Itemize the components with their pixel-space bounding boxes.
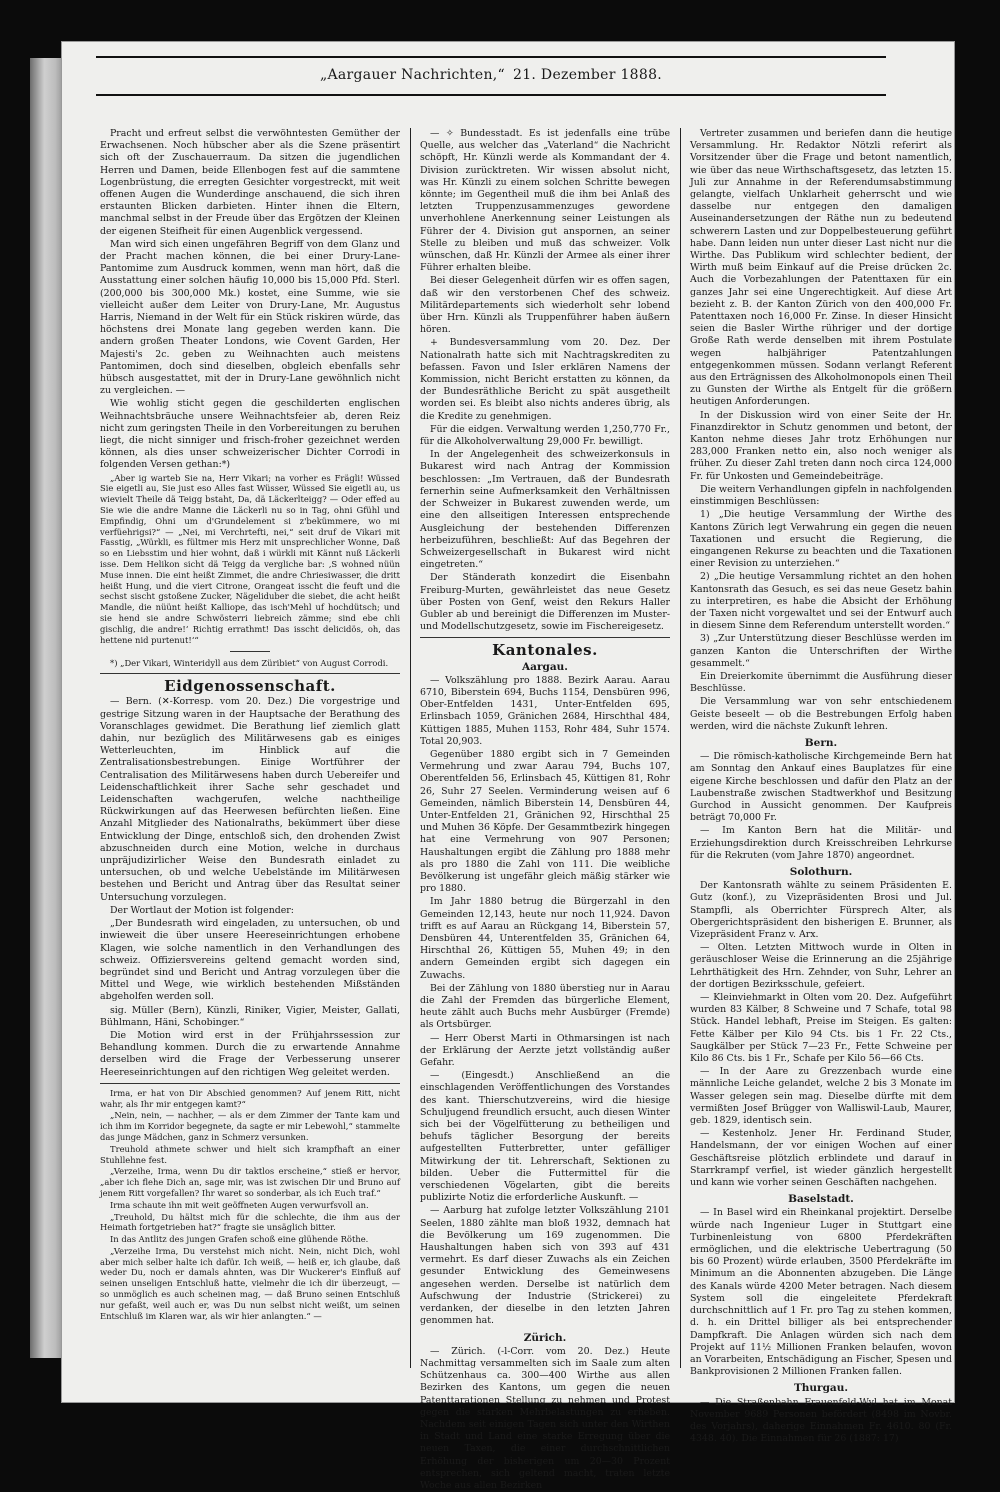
article-paragraph: Die Motion wird erst in der Frühjahrssession zur Behandlung kommen. Durch die zu erwartende Annahme derselben wird die Frage der Verbesserung unserer Heereseinrichtungen auf den richtigen Weg geleitet werden.	[100, 1029, 400, 1078]
article-paragraph: — Herr Oberst Marti in Othmarsingen ist nach der Erklärung der Aerzte jetzt vollständig außer Gefahr.	[420, 1032, 670, 1069]
article-paragraph: In der Diskussion wird von einer Seite der Hr. Finanzdirektor in Schutz genommen und betont, der Kanton nehme dieses Jahr trotz Erhöhungen nur 283,000 Franken netto ein, also noch weniger als früher. Zu dieser Zahl treten dann noch circa 124,000 Fr. für Unkosten und Gemeindebeiträge.	[690, 409, 952, 482]
story-paragraph: In das Antlitz des jungen Grafen schoß eine glühende Röthe.	[110, 1234, 369, 1245]
article-paragraph: Man wird sich einen ungefähren Begriff von dem Glanz und der Pracht machen können, die bei einer Drury-Lane-Pantomime zum Ausdruck kommen, wenn man hört, daß die Ausstattung einer solchen häufig 10,000 bis 15,000 Pfd. Sterl. (200,000 bis 300,000 Mk.) kostet, eine Summe, wie sie vielleicht außer dem Leiter von Drury-Lane, Mr. Augustus Harris, Niemand in der Welt für ein Stück riskiren würde, das höchstens drei Monate lang gegeben werden kann. Die andern großen Theater Londons, wie Covent Garden, Her Majesti's 2c. geben zu Weihnachten auch meistens Pantomimen, doch sind dieselben, obgleich ebenfalls sehr hübsch ausgestattet, mit der in Drury-Lane gewöhnlich nicht zu vergleichen. —	[100, 238, 400, 397]
article-paragraph: 2) „Die heutige Versammlung richtet an den hohen Kantonsrath das Gesuch, es sei das neue Gesetz bahin zu interpretiren, es habe die Absicht der Erhöhung der Taxen nicht vorgewaltet und sei der Entwurf auch in diesem Sinne dem Referendum unterstellt worden.“	[690, 571, 952, 632]
subhead-bern: Bern.	[804, 736, 838, 749]
article-paragraph: Der Kantonsrath wählte zu seinem Präsidenten E. Gutz (konf.), zu Vizepräsidenten Brosi und Jul. Stampfli, als Oberrichter Fürsprech Alter, als Obergerichtspräsident den bisherigen E. Brunner, als Vizepräsident Franz v. Arx.	[690, 880, 952, 940]
article-paragraph: Gegenüber 1880 ergibt sich in 7 Gemeinden Vermehrung und zwar Aarau 794, Buchs 107, Oberentfelden 56, Erlinsbach 45, Küttigen 81, Rohr 26, Suhr 27 Seelen. Verminderung weisen auf 6 Gemeinden, nämlich Biberstein 14, Densbüren 44, Unter-Entfelden 21, Gränichen 92, Hirschthal 25 und Muhen 36 Köpfe. Der Gesammtbezirk hingegen hat eine Vermehrung von 907 Personen; Haushaltungen ergibt die Zählung pro 1888 mehr als pro 1880 die Zahl von 111. Die weibliche Bevölkerung ist ungefähr gleich mäßig stärker wie pro 1880.	[420, 748, 670, 895]
subhead-baselstadt: Baselstadt.	[788, 1193, 854, 1206]
article-paragraph: — Kestenholz. Jener Hr. Ferdinand Studer, Handelsmann, der vor einigen Wochen auf einer Geschäftsreise plötzlich erblindete und darauf in Starrkrampf verfiel, ist wieder gänzlich hergestellt und kann wie vorher seinen Geschäften nachgehen.	[690, 1128, 952, 1189]
separator	[230, 651, 270, 652]
column-3	[690, 128, 952, 1445]
article-paragraph: — ✧ Bundesstadt. Es ist jedenfalls eine trübe Quelle, aus welcher das „Vaterland“ die Nachricht schöpft, Hr. Künzli werde als Kommandant der 4. Division zurücktreten. Wir wissen absolut nicht, was Hr. Künzli zu einem solchen Schritte bewegen könnte; im Gegentheil muß die ihm bei Anlaß des letzten Truppenzusammenzuges gewordene unverhohlene Anerkennung seiner Leistungen als Führer der 4. Division gut anspornen, an seiner Stelle zu bleiben und muß das schweizer. Volk wünschen, daß Hr. Künzli der Armee als einer ihrer Führer erhalten bleibe.	[420, 128, 670, 274]
story-paragraph: „Nein, nein, — nachher, — als er dem Zimmer der Tante kam und ich ihm im Korridor begegnete, da sagte er mir Lebewohl,“ stammelte das junge Mädchen, ganz in Schmerz versunken.	[100, 1110, 400, 1142]
story-paragraph: „Verzeihe Irma, Du verstehst mich nicht. Nein, nicht Dich, wohl aber mich selber halte ich dafür. Ich weiß, — heiß er, ich glaube, daß weder Du, noch er damals ahnten, was Dir Wuckerer's Einfluß auf seinen unseligen Entschluß hatte, vielmehr die ich dir überzeugt, — so unmöglich es auch scheinen mag, — daß Bruno seinen Entschluß nur gefaßt, weil auch er, was Du nun selbst nicht weißt, um seinen Entschluß im Klaren war, als wir hier anlangten.“ —	[100, 1245, 400, 1321]
subhead-solothurn: Solothurn.	[789, 865, 853, 878]
article-paragraph: — Die römisch-katholische Kirchgemeinde Bern hat am Sonntag den Ankauf eines Bauplatzes für eine eigene Kirche beschlossen und dafür den Platz an der Laubenstraße zwischen Stadtwerkhof und Besitzung Gurchod in Aussicht genommen. Der Kaufpreis beträgt 70,000 Fr.	[690, 751, 952, 824]
column-divider-2	[680, 128, 681, 1368]
article-paragraph: — Aarburg hat zufolge letzter Volkszählung 2101 Seelen, 1880 zählte man bloß 1932, demnach hat die Bevölkerung um 169 zugenommen. Die Haushaltungen haben sich von 393 auf 431 vermehrt. Es darf dieser Zuwachs als ein Zeichen gesunder Entwicklung des Gemeinwesens angesehen werden. Derselbe ist natürlich dem Aufschwung der Industrie (Strickerei) zu verdanken, der dieselbe in den letzten Jahren genommen hat.	[420, 1205, 670, 1327]
article-paragraph: — Bern. (✕-Korresp. vom 20. Dez.) Die vorgestrige und gestrige Sitzung waren in der Hauptsache der Berathung des Voranschlages gewidmet. Die Berathung lief ziemlich glatt dahin, nur bezüglich des Militärwesens gab es einiges Wetterleuchten, im Hinblick auf die Zentralisationsbestrebungen. Einige Wortführer der Centralisation des Militärwesens haben durch Uebereifer und Leidenschaftlichkeit ihrer Sache sehr geschadet und Leidenschaften wachgerufen, welche nachtheilige Rückwirkungen auf das Heerwesen befürchten ließen. Eine Anzahl Mitglieder des Nationalraths, bekümmert über diese Entwicklung der Dinge, entschloß sich, den drohenden Zwist abzuschneiden durch eine Motion, welche in durchaus unpräjudizirlicher Weise den Bundesrath einladet zu untersuchen, ob und welche Uebelstände im Militärwesen bestehen und Bericht und Antrag über das Resultat seiner Untersuchung vorzulegen.	[100, 696, 400, 903]
section-rule	[420, 637, 670, 638]
dialect-poem: „Aber ig warteb Sie na, Herr Vikari; na vorher es Frägli! Wüssed Sie eigetli au, Sie just eso Alles fast Wüsser, Wüssed Sie eigetli au, us wievielt Theile dä Teigg bstaht, Da, dä Läckerlteigg? — Oder effed au Sie wie die andre Manne die Läckerli nu so in Tag, ohni Gfühl und Empfindig, Ohni um d'Grundelement si z'bekümmere, wo mi verfüehrigsi?“ — „Nei, mi Verchrtefti, nei,“ seit druf de Vikari mit Fasstig, „Würkli, es fültmer mis Herz mit unsprechlicher Wonne, Daß so en Liebsstim und hier wohnt, daß i würkli mit Kännt nuß Läckerli isse. Dem Helikon sicht dä Teigg da vergliche bar: ‚S wohned nüün Muse innen. Die eint heißt Zimmet, die andre Chriesiwasser, die dritt heißt Hung, und die viert Citrone, Orangeat isscht die feuft und die sechst sischt gstoßene Zucker, Nägeliduber die siebet, die acht heißt Mandle, die nüünt heißt Kalliope, das isch'Mehl uf hochdütsch; und sie hend sie andre Schwösterri liebreich zämme; sind ebe chli gischlig, die andre!‘ Richtig errathmt! Das isscht delicidös, oh, das hettene nid purtenut!‘“	[100, 472, 400, 645]
article-paragraph: Die weitern Verhandlungen gipfeln in nachfolgenden einstimmigen Beschlüssen:	[690, 483, 952, 508]
article-paragraph: — (Eingesdt.) Anschließend an die einschlagenden Veröffentlichungen des Vorstandes des kant. Thierschutzvereins, wird die hiesige Schuljugend freundlich ersucht, auch diesen Winter sich bei der Vögelfütterung zu betheiligen und behufs täglicher Besorgung der bereits aufgestellten Futterbretter, unter gefälliger Mitwirkung der tit. Lehrerschaft, Sektionen zu bilden. Ueber die Futtermittel für die verschiedenen Vögelarten, gibt die bereits publizirte Notiz die erforderliche Auskunft. —	[420, 1070, 670, 1204]
header-rule-bottom	[96, 94, 886, 96]
subhead-thurgau: Thurgau.	[793, 1382, 849, 1395]
article-paragraph: 3) „Zur Unterstützung dieser Beschlüsse werden im ganzen Kanton die Unterschriften der Wirthe gesammelt.“	[690, 633, 952, 669]
story-paragraph: Treuhold athmete schwer und hielt sich krampfhaft an einer Stuhllehne fest.	[100, 1143, 400, 1165]
subhead-aargau: Aargau.	[522, 660, 568, 673]
footnote: *) „Der Vikari, Winteridyll aus dem Züribiet“ von August Corrodi.	[110, 658, 389, 669]
article-paragraph: Wie wohlig sticht gegen die geschilderten englischen Weihnachtsbräuche unsere Weihnachtsfeier ab, deren Reiz nicht zum geringsten Theile in den Vorbereitungen zu beruhen liegt, die nicht sinniger und frisch-froher gezeichnet werden können, als dies unser schweizerischer Dichter Corrodi in folgenden Versen gethan:*)	[100, 398, 400, 471]
story-paragraph: Irma, er hat von Dir Abschied genommen? Auf jenem Ritt, nicht wahr, als Ihr mir entgegen kamt?“	[100, 1087, 400, 1109]
section-rule	[100, 673, 400, 674]
article-paragraph: — In der Aare zu Grezzenbach wurde eine männliche Leiche gelandet, welche 2 bis 3 Monate im Wasser gelegen sein mag. Dieselbe dürfte mit dem vermißten Josef Brügger von Walliswil-Laub, Maurer, geb. 1829, identisch sein.	[690, 1066, 952, 1127]
column-1	[100, 128, 400, 1368]
article-paragraph: — In Basel wird ein Rheinkanal projektirt. Derselbe würde nach Ingenieur Luger in Stuttgart eine Turbinenleistung von 6800 Pferdekräften ermöglichen, und die elektrische Uebertragung (50 bis 60 Prozent) würde erlauben, 3500 Pferdekräfte im Minimum an die Abonnenten abzugeben. Die Länge des Kanals würde 4200 Meter betragen. Nach diesem System soll die eingeleitete Pferdekraft durchschnittlich auf 1 Fr. pro Tag zu stehen kommen, d. h. ein Drittel billiger als bei entsprechender Dampfkraft. Die Anlagen würden sich nach dem Projekt auf 11½ Millionen Franken belaufen, wovon an Vorarbeiten, Entschädigung an Fischer, Spesen und Bankprovisionen 2 Millionen Franken fallen.	[690, 1207, 952, 1378]
section-title-kantonales: Kantonales.	[492, 641, 598, 660]
running-header	[96, 58, 886, 92]
article-paragraph: Bei der Zählung von 1880 überstieg nur in Aarau die Zahl der Fremden das bürgerliche Element, heute zählt auch Buchs mehr Ausbürger (Fremde) als Ortsbürger.	[420, 982, 670, 1031]
article-paragraph: — Zürich. (-l-Corr. vom 20. Dez.) Heute Nachmittag versammelten sich im Saale zum alten Schützenhaus ca. 300—400 Wirthe aus allen Bezirken des Kantons, um gegen die neuen Patenttarationen Stellung zu nehmen und Protest gegen die starken Mehrbelastungen zu erheben. Nachdem seit einigen Tagen sich unter den Wirthen in Stadt und Land eine starke Erregung über die neuen Taxen, die einer durchschnittlichen Erhöhung der bisherigen um 20—30 Prozent entsprechen, sich geltend macht, traten letzte Woche aus allen Bezirken	[420, 1345, 670, 1491]
story-paragraph: Irma schaute ihn mit weit geöffneten Augen verwurfsvoll an.	[110, 1199, 369, 1210]
article-paragraph: + Bundesversammlung vom 20. Dez. Der Nationalrath hatte sich mit Nachtragskrediten zu befassen. Favon und Isler erklären Namens der Kommission, nicht Bericht erstatten zu können, da der Bundesräthliche Bericht zu spät ausgetheilt worden sei. Es bleibt also nichts anderes übrig, als die Kredite zu genehmigen.	[420, 337, 670, 422]
column-2	[420, 128, 670, 1491]
article-paragraph: Der Ständerath konzedirt die Eisenbahn Freiburg-Murten, gewährleistet das neue Gesetz über Posten von Genf, weist den Rekurs Haller Gubler ab und bereinigt die Differenzen im Muster- und Modellschutzgesetz, sowie im Fischereigesetz.	[420, 572, 670, 633]
article-paragraph: — Die Straßenbahn Frauenfeld-Wyl hat im Monat November 9689 Personen befördert (8498 im Novbr. des Vorjahrs), daherige Einnahmen Fr. 4610. 80 (Fr. 4348. 40). Die Einnahmen für 26 (1887: 17)	[690, 1396, 952, 1445]
header-paper-name: „Aargauer Nachrichten,“	[319, 67, 506, 83]
article-paragraph: In der Angelegenheit des schweizerkonsuls in Bukarest wird nach Antrag der Kommission beschlossen: „Im Vertrauen, daß der Bundesrath fernerhin seine Aufmerksamkeit den Verhältnissen der Schweizer in Bukarest zuwenden werde, um eine den allseitigen Interessen entsprechende Ausgleichung der bestehenden Differenzen herbeizuführen, beschließt: Auf das Begehren der Schweizergesellschaft in Bukarest wird nicht eingetreten.“	[420, 449, 670, 571]
article-paragraph: — Kleinviehmarkt in Olten vom 20. Dez. Aufgeführt wurden 83 Kälber, 8 Schweine und 7 Schafe, total 98 Stück. Handel lebhaft, Preise im Steigen. Es galten: Fette Kälber per Kilo 94 Cts. bis 1 Fr. 22 Cts., Saugkälber per Stück 7—23 Fr., Fette Schweine per Kilo 86 Cts. bis 1 Fr., Schafe per Kilo 56—66 Cts.	[690, 992, 952, 1065]
article-paragraph: Pracht und erfreut selbst die verwöhntesten Gemüther der Erwachsenen. Noch hübscher aber als die Szene präsentirt sich oft der Zuschauerraum. Da sitzen die jugendlichen Herren und Damen, beide Ellenbogen fest auf die sammtene Logenbrüstung, die erregten Gesichter vorgestreckt, mit weit offenen Augen die Wunderdinge anschauend, die sich ihren erstaunten Blicken darbieten. Hinter ihnen die Eltern, manchmal selbst in der Freude über das Ergötzen der Kleinen der eigenen Steifheit für einen Augenblick vergessend.	[100, 128, 400, 237]
article-paragraph: — Olten. Letzten Mittwoch wurde in Olten in geräuschloser Weise die Erinnerung an die 25jährige Lehrthätigkeit des Hrn. Zehnder, von Suhr, Lehrer an der dortigen Bezirksschule, gefeiert.	[690, 942, 952, 990]
header-date: 21. Dezember 1888.	[513, 67, 663, 83]
section-title-eidgenossenschaft: Eidgenossenschaft.	[164, 677, 336, 696]
article-paragraph: 1) „Die heutige Versammlung der Wirthe des Kantons Zürich legt Verwahrung ein gegen die neuen Taxationen und ersucht die Regierung, die eingangenen Rekurse zu beachten und die Taxationen einer Revision zu unterziehen.“	[690, 509, 952, 570]
article-paragraph: — Im Kanton Bern hat die Militär- und Erziehungsdirektion durch Kreisschreiben Lehrkurse für die Rekruten (vom Jahre 1870) angeordnet.	[690, 825, 952, 861]
article-paragraph: — Volkszählung pro 1888. Bezirk Aarau. Aarau 6710, Biberstein 694, Buchs 1154, Densbüren 996, Ober-Entfelden 1431, Unter-Entfelden 695, Erlinsbach 1059, Gränichen 2684, Hirschthal 484, Küttigen 1885, Muhen 1153, Rohr 484, Suhr 1574. Total 20,903.	[420, 674, 670, 747]
article-paragraph: sig. Müller (Bern), Künzli, Riniker, Vigier, Meister, Gallati, Bühlmann, Häni, Schobinger.“	[100, 1004, 400, 1028]
article-paragraph: Für die eidgen. Verwaltung werden 1,250,770 Fr., für die Alkoholverwaltung 29,000 Fr. bewilligt.	[420, 423, 670, 448]
subhead-zuerich: Zürich.	[523, 1331, 567, 1344]
article-paragraph: Ein Dreierkomite übernimmt die Ausführung dieser Beschlüsse.	[690, 670, 952, 695]
article-paragraph: Vertreter zusammen und beriefen dann die heutige Versammlung. Hr. Redaktor Nötzli referirt als Vorsitzender über die Frage und betont namentlich, wie über das neue Wirthschaftsgesetz, das letzten 15. Juli zur Annahme in der Referendumsabstimmung gelangte, vielfach Unklarheit geherrscht und wie dasselbe nur entgegen den damaligen Auseinandersetzungen der Räthe nun zu bedeutend schwerern Lasten und zur Doppelbesteuerung geführt habe. Dann leiden nun unter dieser Last nicht nur die Wirthe. Das Publikum wird schlechter bedient, der Wirth muß beim Einkauf auf die Preise drücken 2c. Auch die Vorbezahlungen der Patenttaxen für ein ganzes Jahr sei eine Ungerechtigkeit. Auf diese Art bezieht z. B. der Kanton Zürich von den 400,000 Fr. Patenttaxen noch 16,000 Fr. Zinse. In dieser Hinsicht seien die Basler Wirthe rühriger und der dortige Große Rath werde denselben mit ihrem Postulate wegen halbjähriger Patentzahlungen entgegenkommen müssen. Sodann verlangt Referent aus den Erträgnissen des Alkoholmonopols einen Theil zu Gunsten der Wirthe als Entgelt für die größern heutigen Anforderungen.	[690, 128, 952, 408]
article-paragraph: Im Jahr 1880 betrug die Bürgerzahl in den Gemeinden 12,143, heute nur noch 11,924. Davon trifft es auf Aarau an Rückgang 14, Biberstein 57, Densbüren 44, Unterentfelden 35, Gränichen 64, Hirschthal 26, Küttigen 55, Muhen 49; in den andern Gemeinden ergibt sich dagegen ein Zuwachs.	[420, 896, 670, 981]
article-paragraph: Der Wortlaut der Motion ist folgender:	[110, 904, 294, 916]
article-paragraph: Bei dieser Gelegenheit dürfen wir es offen sagen, daß wir den verstorbenen Chef des schweiz. Militärdepartements sich wiederholt sehr lobend über Hrn. Künzli als Truppenführer haben äußern hören.	[420, 275, 670, 336]
column-divider-1	[410, 128, 411, 1368]
feuilleton-rule	[100, 1083, 400, 1084]
story-paragraph: „Verzeihe, Irma, wenn Du dir taktlos erscheine,“ stieß er hervor, „aber ich flehe Dich an, sage mir, was ist zwischen Dir und Bruno auf jenem Ritt vorgefallen? Ihr waret so sonderbar, als ich Euch traf.“	[100, 1166, 400, 1198]
page-binding-edge	[30, 58, 66, 1358]
story-paragraph: „Treuhold, Du hältst mich für die schlechte, die ihm aus der Heimath fortgetrieben hat?“ fragte sie unsäglich bitter.	[100, 1211, 400, 1233]
article-paragraph: „Der Bundesrath wird eingeladen, zu untersuchen, ob und inwieweit die über unsere Heereseinrichtungen erhobene Klagen, wie solche namentlich in den Verhandlungen des schweiz. Offiziersvereins geltend gemacht worden sind, begründet sind und Bericht und Antrag vorzulegen über die Mittel und Wege, wie wirklich bestehenden Mißständen abgeholfen werden soll.	[100, 918, 400, 1003]
article-paragraph: Die Versammlung war von sehr entschiedenem Geiste beseelt — ob die Bestrebungen Erfolg haben werden, wird die nächste Zukunft lehren.	[690, 696, 952, 732]
